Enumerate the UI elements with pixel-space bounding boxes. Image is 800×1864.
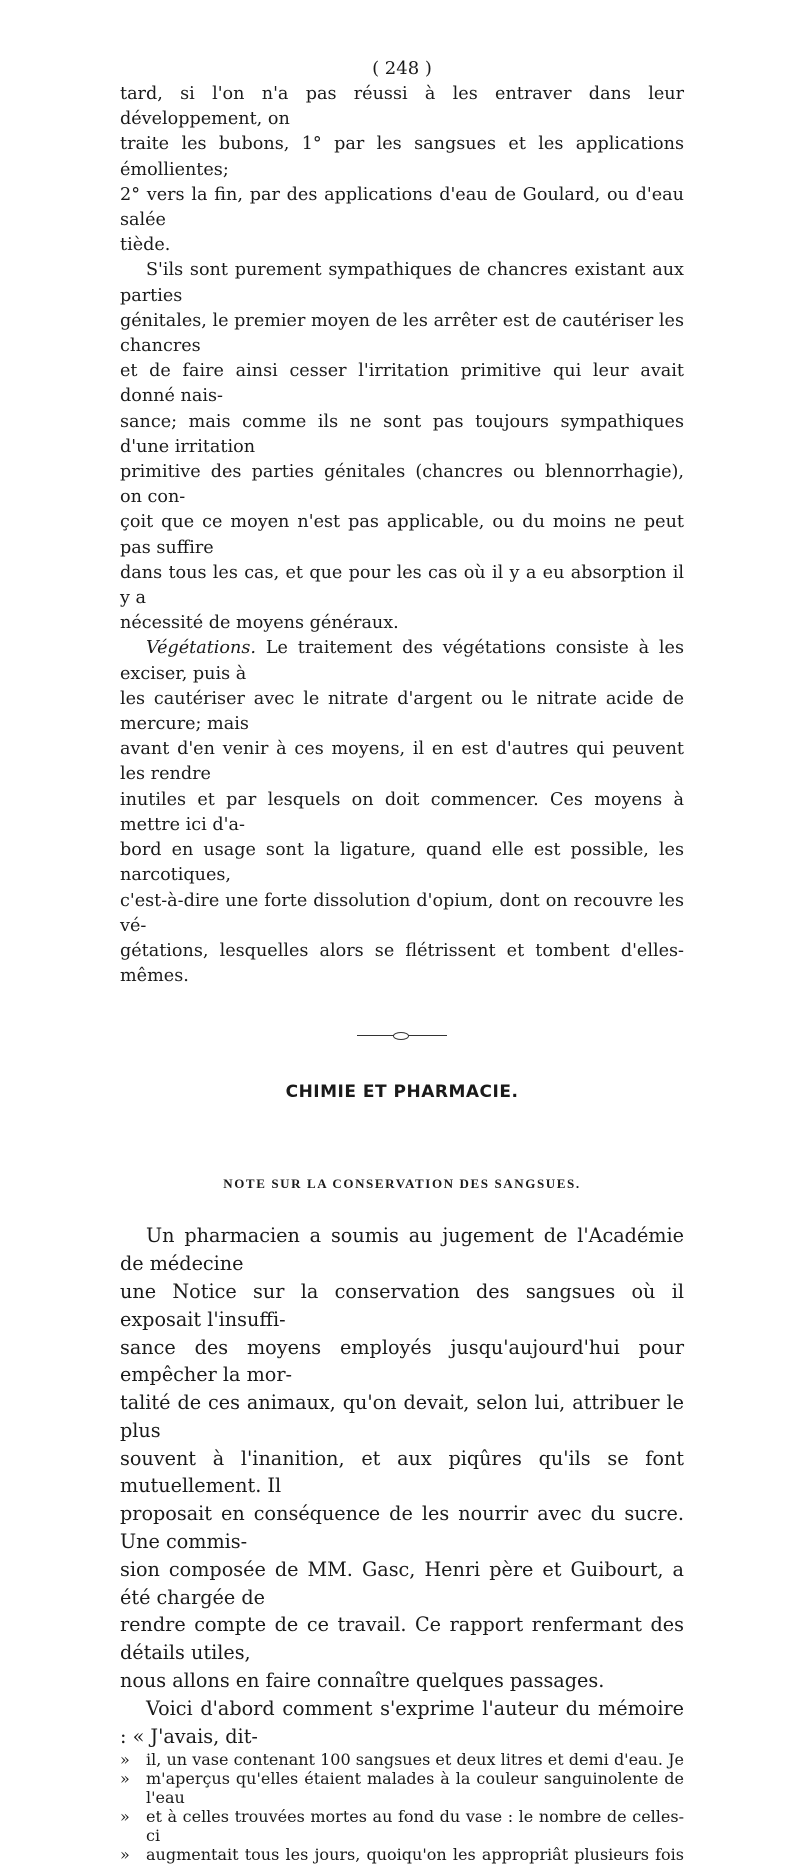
- ornamental-divider: [357, 1035, 447, 1036]
- text-line: S'ils sont purement sympathiques de chancres existant aux parties: [120, 260, 684, 306]
- quote-mark: »: [120, 1750, 130, 1770]
- text-line: les cautériser avec le nitrate d'argent ou le nitrate acide de mercure; mais: [120, 688, 684, 735]
- quote-line: [120, 1750, 684, 1769]
- text-line: traite les bubons, 1° par les sangsues et les applications émollientes;: [120, 134, 684, 180]
- treatment-text: [120, 82, 684, 989]
- text-line: Un pharmacien a soumis au jugement de l'Académie de médecine: [120, 1224, 684, 1276]
- text-line: çoit que ce moyen n'est pas applicable, ou du moins ne peut pas suffire: [120, 512, 684, 558]
- text-line: 2° vers la fin, par des applications d'eau de Goulard, ou d'eau salée: [120, 184, 684, 231]
- text-line: nécessité de moyens généraux.: [120, 613, 399, 634]
- page: [120, 56, 684, 1864]
- text-line: souvent à l'inanition, et aux piqûres qu'ils se font mutuellement. Il: [120, 1446, 684, 1498]
- paragraph-sympathiques: [120, 258, 684, 636]
- text-line: inutiles et par lesquels on doit commencer. Ces moyens à mettre ici d'a-: [120, 789, 684, 835]
- paragraph-bubons: [120, 82, 684, 258]
- text-line: Voici d'abord comment s'exprime l'auteur du mémoire : « J'avais, dit-: [120, 1696, 684, 1748]
- text-line: sion composée de MM. Gasc, Henri père et Guibourt, a été chargée de: [120, 1557, 684, 1609]
- text-line: primitive des parties génitales (chancres ou blennorrhagie), on con-: [120, 462, 684, 508]
- text-line: bord en usage sont la ligature, quand elle est possible, les narcotiques,: [120, 840, 684, 886]
- text-line: sance des moyens employés jusqu'aujourd'hui pour empêcher la mor-: [120, 1335, 684, 1387]
- quote-mark: »: [120, 1845, 130, 1864]
- quote-line: [120, 1807, 684, 1845]
- text-line: proposait en conséquence de les nourrir avec du sucre. Une commis-: [120, 1502, 684, 1554]
- paragraph-vegetations: [120, 636, 684, 989]
- text-line: nous allons en faire connaître quelques passages.: [120, 1669, 605, 1693]
- article-title: NOTE SUR LA CONSERVATION DES SANGSUES.: [223, 1176, 581, 1192]
- quote-line: [120, 1769, 684, 1807]
- quote-text: il, un vase contenant 100 sangsues et deux litres et demi d'eau. Je: [146, 1750, 684, 1770]
- text-line: rendre compte de ce travail. Ce rapport renfermant des détails utiles,: [120, 1613, 684, 1665]
- section-title: CHIMIE ET PHARMACIE.: [285, 1082, 519, 1103]
- text-line: une Notice sur la conservation des sangsues où il exposait l'insuffi-: [120, 1279, 684, 1331]
- quote-mark: »: [120, 1807, 130, 1827]
- text-line: génitales, le premier moyen de les arrêter est de cautériser les chancres: [120, 310, 684, 357]
- quote-text: m'aperçus qu'elles étaient malades à la couleur sanguinolente de l'eau: [146, 1769, 684, 1808]
- quote-text: augmentait tous les jours, quoiqu'on les appropriât plusieurs fois: [146, 1845, 684, 1864]
- text-span: Le traitement des végétations consiste à les exciser, puis à: [120, 638, 684, 684]
- text-line: tard, si l'on n'a pas réussi à les entraver dans leur développement, on: [120, 84, 684, 130]
- divider-ornament-icon: [393, 1032, 409, 1040]
- quote-line: [120, 1845, 684, 1864]
- paragraph-quote: [120, 1695, 684, 1864]
- vegetations-heading: Végétations.: [146, 638, 256, 659]
- article-text: [120, 1222, 684, 1864]
- text-line: et de faire ainsi cesser l'irritation primitive qui leur avait donné nais-: [120, 361, 684, 407]
- text-line: sance; mais comme ils ne sont pas toujours sympathiques d'une irritation: [120, 411, 684, 457]
- page-number: ( 248 ): [372, 58, 432, 79]
- text-line: gétations, lesquelles alors se flétrissent et tombent d'elles-mêmes.: [120, 940, 684, 987]
- text-line: dans tous les cas, et que pour les cas où il y a eu absorption il y a: [120, 562, 684, 609]
- text-line: c'est-à-dire une forte dissolution d'opium, dont on recouvre les vé-: [120, 890, 684, 936]
- quote-mark: »: [120, 1769, 130, 1789]
- text-line: tiède.: [120, 235, 171, 256]
- quote-text: et à celles trouvées mortes au fond du vase : le nombre de celles-ci: [146, 1807, 684, 1846]
- paragraph-notice: [120, 1222, 684, 1695]
- text-line: [120, 636, 684, 686]
- text-line: talité de ces animaux, qu'on devait, selon lui, attribuer le plus: [120, 1391, 684, 1442]
- text-line: avant d'en venir à ces moyens, il en est d'autres qui peuvent les rendre: [120, 739, 684, 785]
